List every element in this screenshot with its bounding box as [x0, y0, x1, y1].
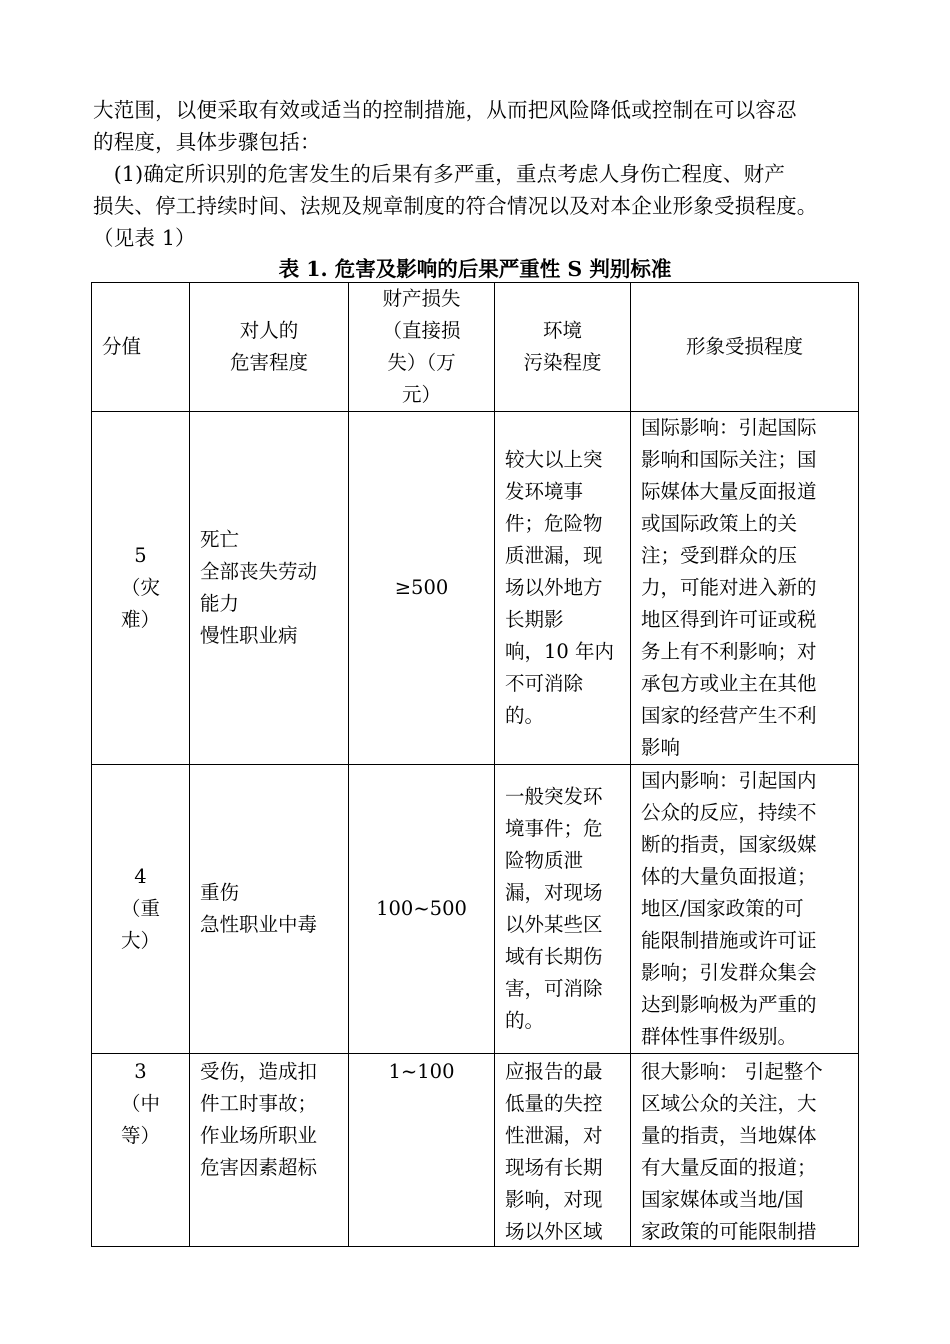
row4-environment: 一般突发环 境事件；危 险物质泄 漏，对现场 以外某些区 域有长期伤 害，可消除 的。	[495, 765, 631, 1054]
row3-property: 1~100	[349, 1054, 495, 1247]
table-row	[92, 765, 859, 1054]
intro-line-1: 大范围，以便采取有效或适当的控制措施，从而把风险降低或控制在可以容忍	[93, 98, 797, 122]
header-image: 形象受损程度	[631, 283, 859, 412]
row4-score: 4 （重 大）	[92, 765, 190, 1054]
row3-score: 3 （中 等）	[92, 1054, 190, 1247]
row5-image: 国际影响：引起国际 影响和国际关注；国 际媒体大量反面报道 或国际政策上的关 注；受到群众的压 力，可能对进入新的 地区得到许可证或税 务上有不利影响；对 承包方或业主在其他 国家的经营产生不利 影响	[631, 412, 859, 765]
row5-person: 死亡 全部丧失劳动 能力 慢性职业病	[190, 412, 349, 765]
intro-line-2: 的程度，具体步骤包括：	[93, 130, 321, 154]
table-row	[92, 1054, 859, 1247]
table-row	[92, 412, 859, 765]
intro-line-3: (1)确定所识别的危害发生的后果有多严重，重点考虑人身伤亡程度、财产	[93, 162, 786, 186]
header-environment: 环境 污染程度	[495, 283, 631, 412]
table-caption: 表 1. 危害及影响的后果严重性 S 判别标准	[278, 257, 672, 281]
row4-person: 重伤 急性职业中毒	[190, 765, 349, 1054]
row4-property: 100~500	[349, 765, 495, 1054]
header-score: 分值	[92, 283, 190, 412]
row5-property: ≥500	[349, 412, 495, 765]
header-person: 对人的 危害程度	[190, 283, 349, 412]
table-header-row	[92, 283, 859, 412]
row5-environment: 较大以上突 发环境事 件；危险物 质泄漏，现 场以外地方 长期影 响，10 年内 不可消除 的。	[495, 412, 631, 765]
intro-line-5: （见表 1）	[93, 226, 196, 250]
header-property: 财产损失 （直接损 失）（万 元）	[349, 283, 495, 412]
severity-table	[91, 282, 859, 1247]
row4-image: 国内影响：引起国内 公众的反应，持续不 断的指责，国家级媒 体的大量负面报道； 地区/国家政策的可 能限制措施或许可证 影响；引发群众集会 达到影响极为严重的 群体性事件级别。	[631, 765, 859, 1054]
row3-image: 很大影响： 引起整个 区域公众的关注，大 量的指责，当地媒体 有大量反面的报道； 国家媒体或当地/国 家政策的可能限制措	[631, 1054, 859, 1247]
row5-score: 5 （灾 难）	[92, 412, 190, 765]
row3-person: 受伤，造成扣 件工时事故； 作业场所职业 危害因素超标	[190, 1054, 349, 1247]
intro-line-4: 损失、停工持续时间、法规及规章制度的符合情况以及对本企业形象受损程度。	[93, 194, 818, 218]
row3-environment: 应报告的最 低量的失控 性泄漏，对 现场有长期 影响，对现 场以外区域	[495, 1054, 631, 1247]
